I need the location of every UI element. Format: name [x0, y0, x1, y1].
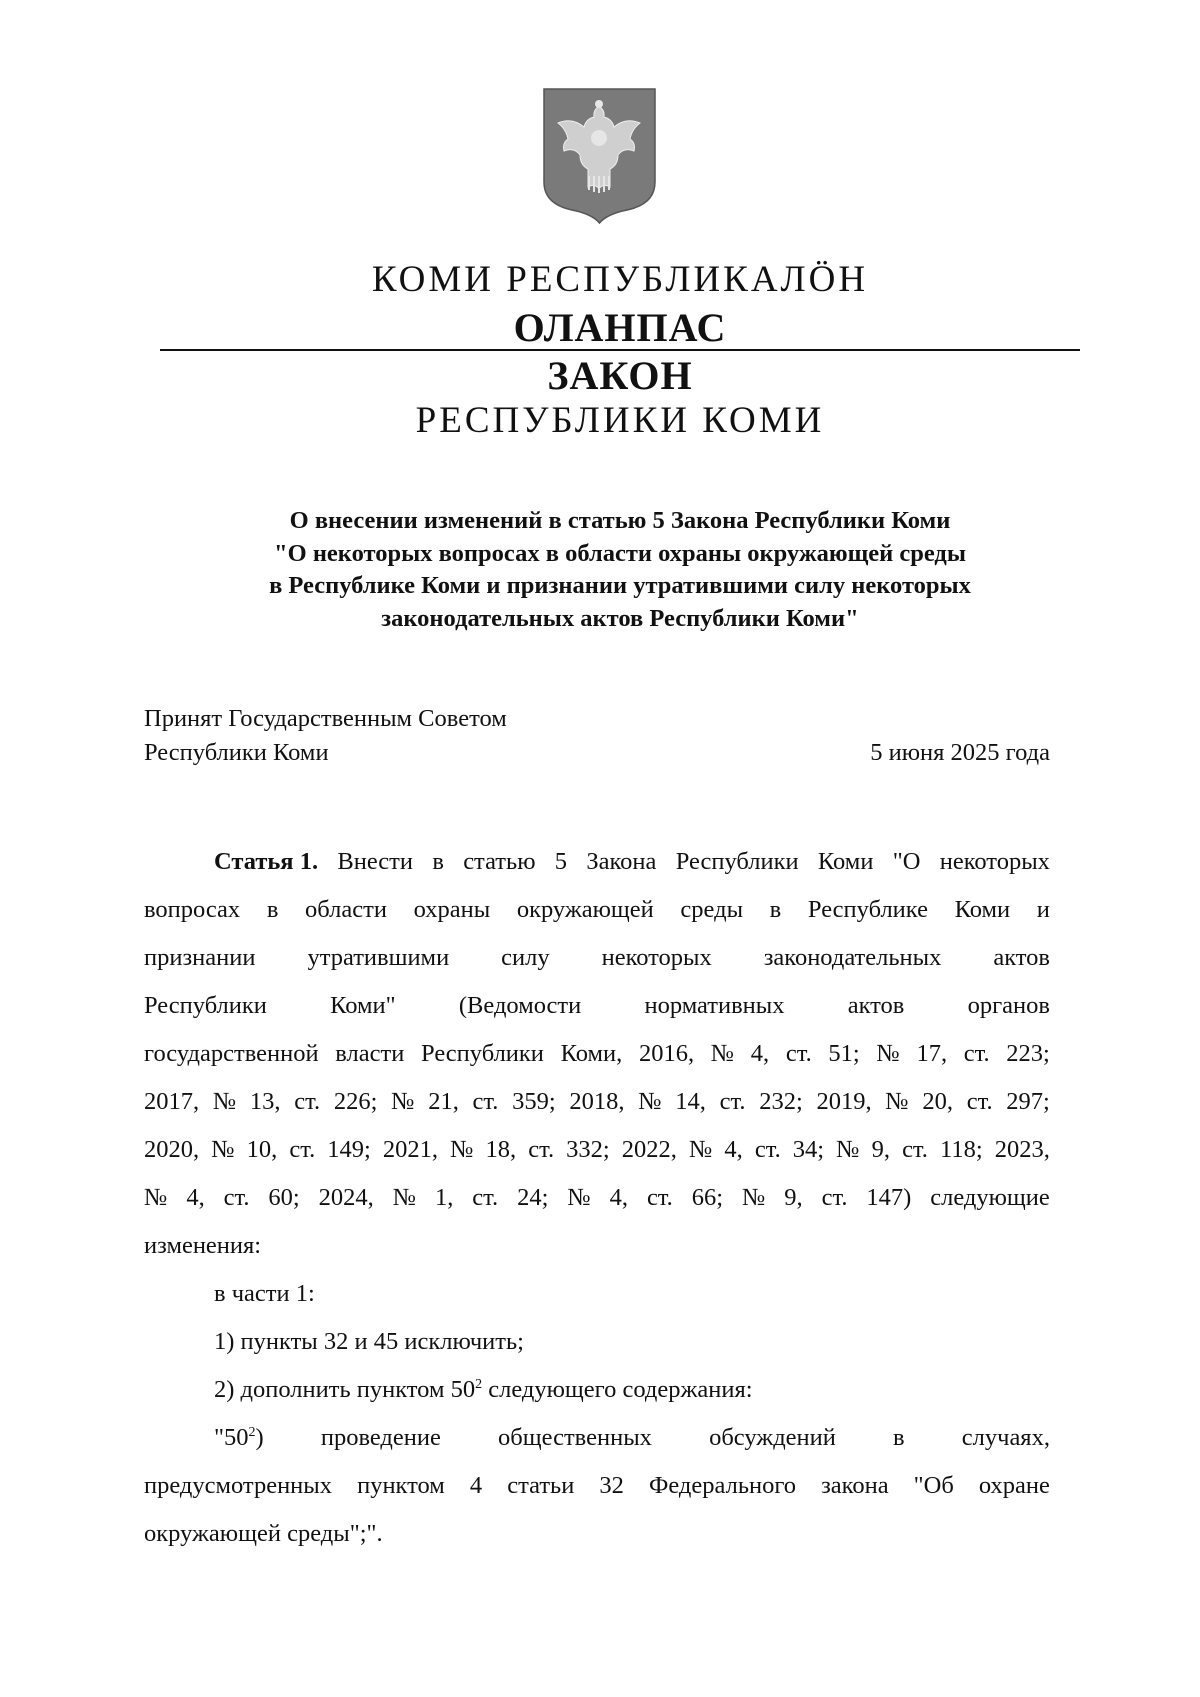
superscript: 2	[248, 1425, 256, 1440]
word: признании	[144, 944, 256, 971]
word: 2022,	[621, 1136, 677, 1163]
word: "Об	[913, 1472, 954, 1499]
article-line	[144, 1174, 1050, 1222]
word: 226;	[333, 1088, 378, 1115]
law-title-line: "О некоторых вопросах в области охраны окружающей среды	[274, 539, 966, 567]
zakon-title: ЗАКОН	[547, 353, 693, 398]
quote-number-close: )	[255, 1424, 264, 1451]
word: 13,	[249, 1088, 281, 1115]
word: Республики	[144, 992, 267, 1019]
word: 66;	[691, 1184, 724, 1211]
law-title-line: законодательных актов Республики Коми"	[381, 604, 859, 632]
word: 2020,	[144, 1136, 200, 1163]
superscript: 2	[475, 1377, 483, 1392]
word: вопросах	[144, 896, 241, 923]
word: 2021,	[382, 1136, 439, 1163]
word: 60;	[268, 1184, 300, 1211]
item-text: следующего содержания:	[482, 1376, 753, 1403]
word: 2024,	[318, 1184, 374, 1211]
article-line	[144, 1126, 1050, 1174]
word: 10,	[246, 1136, 278, 1163]
word: ст.	[902, 1136, 928, 1163]
word: 2017,	[144, 1088, 200, 1115]
article-line	[144, 934, 1050, 982]
word: 34;	[792, 1136, 825, 1163]
word: (Ведомости	[458, 992, 582, 1019]
word: 2019,	[816, 1088, 872, 1115]
word: области	[305, 896, 387, 923]
word: утратившими	[307, 944, 450, 971]
word: Коми	[954, 896, 1011, 923]
word: ст.	[472, 1184, 499, 1211]
word: 118;	[940, 1136, 983, 1163]
komi-language-title: КОМИ РЕСПУБЛИКАЛӦН	[371, 259, 869, 300]
word: №	[688, 1136, 713, 1163]
word: Республики	[421, 1040, 544, 1067]
word: №	[710, 1040, 735, 1067]
law-title	[160, 505, 1080, 635]
word: 20,	[922, 1088, 953, 1115]
word: в	[893, 1424, 905, 1451]
word: ст.	[719, 1088, 746, 1115]
word: 359;	[512, 1088, 556, 1115]
word: актов	[847, 992, 905, 1019]
quote-number-text: "50	[214, 1424, 249, 1451]
word: некоторых	[939, 848, 1050, 875]
word: №	[836, 1136, 860, 1163]
word: 17,	[916, 1040, 948, 1067]
word: в	[266, 896, 279, 923]
word: Республики	[675, 848, 799, 875]
word: нормативных	[644, 992, 785, 1019]
komi-coat-of-arms-icon	[541, 86, 658, 224]
word: некоторых	[601, 944, 712, 971]
word: Коми,	[560, 1040, 623, 1067]
word: 14,	[675, 1088, 706, 1115]
word: №	[450, 1136, 474, 1163]
word: охране	[978, 1472, 1050, 1499]
word: актов	[993, 944, 1050, 971]
word: и	[1036, 896, 1050, 923]
word: №	[211, 1136, 235, 1163]
word: следующие	[930, 1184, 1050, 1211]
law-title-line: О внесении изменений в статью 5 Закона Республики Коми	[289, 507, 951, 534]
word: обсуждений	[709, 1424, 836, 1451]
quoted-text-line	[144, 1462, 1050, 1510]
adopted-by-line: Принят Государственным Советом	[144, 705, 507, 732]
word: ст.	[528, 1136, 555, 1163]
word: 147)	[866, 1184, 912, 1211]
quoted-text-line	[144, 1414, 1050, 1462]
article-line	[144, 886, 1050, 934]
word: №	[567, 1184, 591, 1211]
word: 2016,	[638, 1040, 695, 1067]
word: ст.	[294, 1088, 321, 1115]
word: 332;	[566, 1136, 610, 1163]
word: 4,	[750, 1040, 770, 1067]
word: 2023,	[994, 1136, 1050, 1163]
word: 51;	[828, 1040, 860, 1067]
word: 232;	[759, 1088, 803, 1115]
word: Закона	[586, 848, 657, 875]
word: ст.	[472, 1088, 499, 1115]
word: №	[885, 1088, 909, 1115]
word: 149;	[327, 1136, 371, 1163]
word: 4	[469, 1472, 483, 1499]
article-line	[144, 982, 1050, 1030]
amendment-item-1: 1) пункты 32 и 45 исключить;	[214, 1328, 524, 1355]
word: силу	[501, 944, 550, 971]
word: государственной	[144, 1040, 319, 1067]
word: №	[391, 1088, 415, 1115]
word: закона	[821, 1472, 889, 1499]
word: среды	[680, 896, 744, 923]
word: 5	[554, 848, 568, 875]
word: предусмотренных	[144, 1472, 332, 1499]
article-label: Статья 1.	[214, 848, 319, 875]
olanpas-title: ОЛАНПАС	[513, 305, 727, 350]
word: ст.	[223, 1184, 250, 1211]
article-1	[144, 838, 1050, 1558]
heading-divider	[160, 349, 1080, 351]
word: органов	[967, 992, 1050, 1019]
word: 223;	[1006, 1040, 1050, 1067]
word: Федерального	[649, 1472, 797, 1499]
word: 4,	[724, 1136, 743, 1163]
word: 2018,	[569, 1088, 625, 1115]
adopted-by-line: Республики Коми	[144, 739, 329, 766]
adoption-date: 5 июня 2025 года	[870, 739, 1050, 766]
word: ст.	[963, 1040, 990, 1067]
quote-number	[214, 1414, 264, 1462]
law-title-line: в Республике Коми и признании утратившими силу некоторых	[269, 572, 971, 599]
word: Коми"	[330, 992, 396, 1019]
republic-title: РЕСПУБЛИКИ КОМИ	[415, 400, 825, 441]
word: ст.	[966, 1088, 993, 1115]
word: 18,	[485, 1136, 517, 1163]
part-intro: в части 1:	[214, 1280, 315, 1307]
word: 4,	[609, 1184, 629, 1211]
word: 9,	[871, 1136, 890, 1163]
article-line	[144, 1030, 1050, 1078]
word: окружающей	[516, 896, 654, 923]
word: 24;	[517, 1184, 549, 1211]
word: Республике	[807, 896, 928, 923]
word: законодательных	[763, 944, 942, 971]
amendment-item-2	[144, 1366, 1050, 1414]
adoption-block	[144, 702, 1050, 770]
word: 32	[599, 1472, 624, 1499]
word: №	[638, 1088, 662, 1115]
word: 297;	[1006, 1088, 1050, 1115]
word: №	[392, 1184, 417, 1211]
word: №	[876, 1040, 900, 1067]
article-line	[144, 838, 1050, 886]
word: ст.	[646, 1184, 673, 1211]
word: общественных	[498, 1424, 652, 1451]
word: №	[212, 1088, 237, 1115]
word: ст.	[821, 1184, 848, 1211]
item-text: 2) дополнить пунктом 50	[214, 1376, 476, 1403]
word: Внести	[337, 848, 414, 875]
word: статью	[463, 848, 536, 875]
word: 21,	[428, 1088, 459, 1115]
word: ст.	[754, 1136, 781, 1163]
word: 9,	[784, 1184, 803, 1211]
word: в	[769, 896, 782, 923]
word: пунктом	[357, 1472, 445, 1499]
word: 1,	[435, 1184, 454, 1211]
word: статьи	[507, 1472, 575, 1499]
quoted-text-line: окружающей среды";".	[144, 1520, 383, 1547]
word: "О	[892, 848, 921, 875]
article-line	[144, 1078, 1050, 1126]
word: 4,	[186, 1184, 205, 1211]
word: случаях,	[961, 1424, 1050, 1451]
article-line: изменения:	[144, 1232, 262, 1259]
word: №	[144, 1184, 168, 1211]
word: власти	[335, 1040, 405, 1067]
word: Коми	[817, 848, 874, 875]
word: ст.	[785, 1040, 812, 1067]
word: проведение	[320, 1424, 441, 1451]
word: ст.	[289, 1136, 316, 1163]
word: №	[741, 1184, 766, 1211]
word: в	[432, 848, 444, 875]
word: охраны	[413, 896, 491, 923]
